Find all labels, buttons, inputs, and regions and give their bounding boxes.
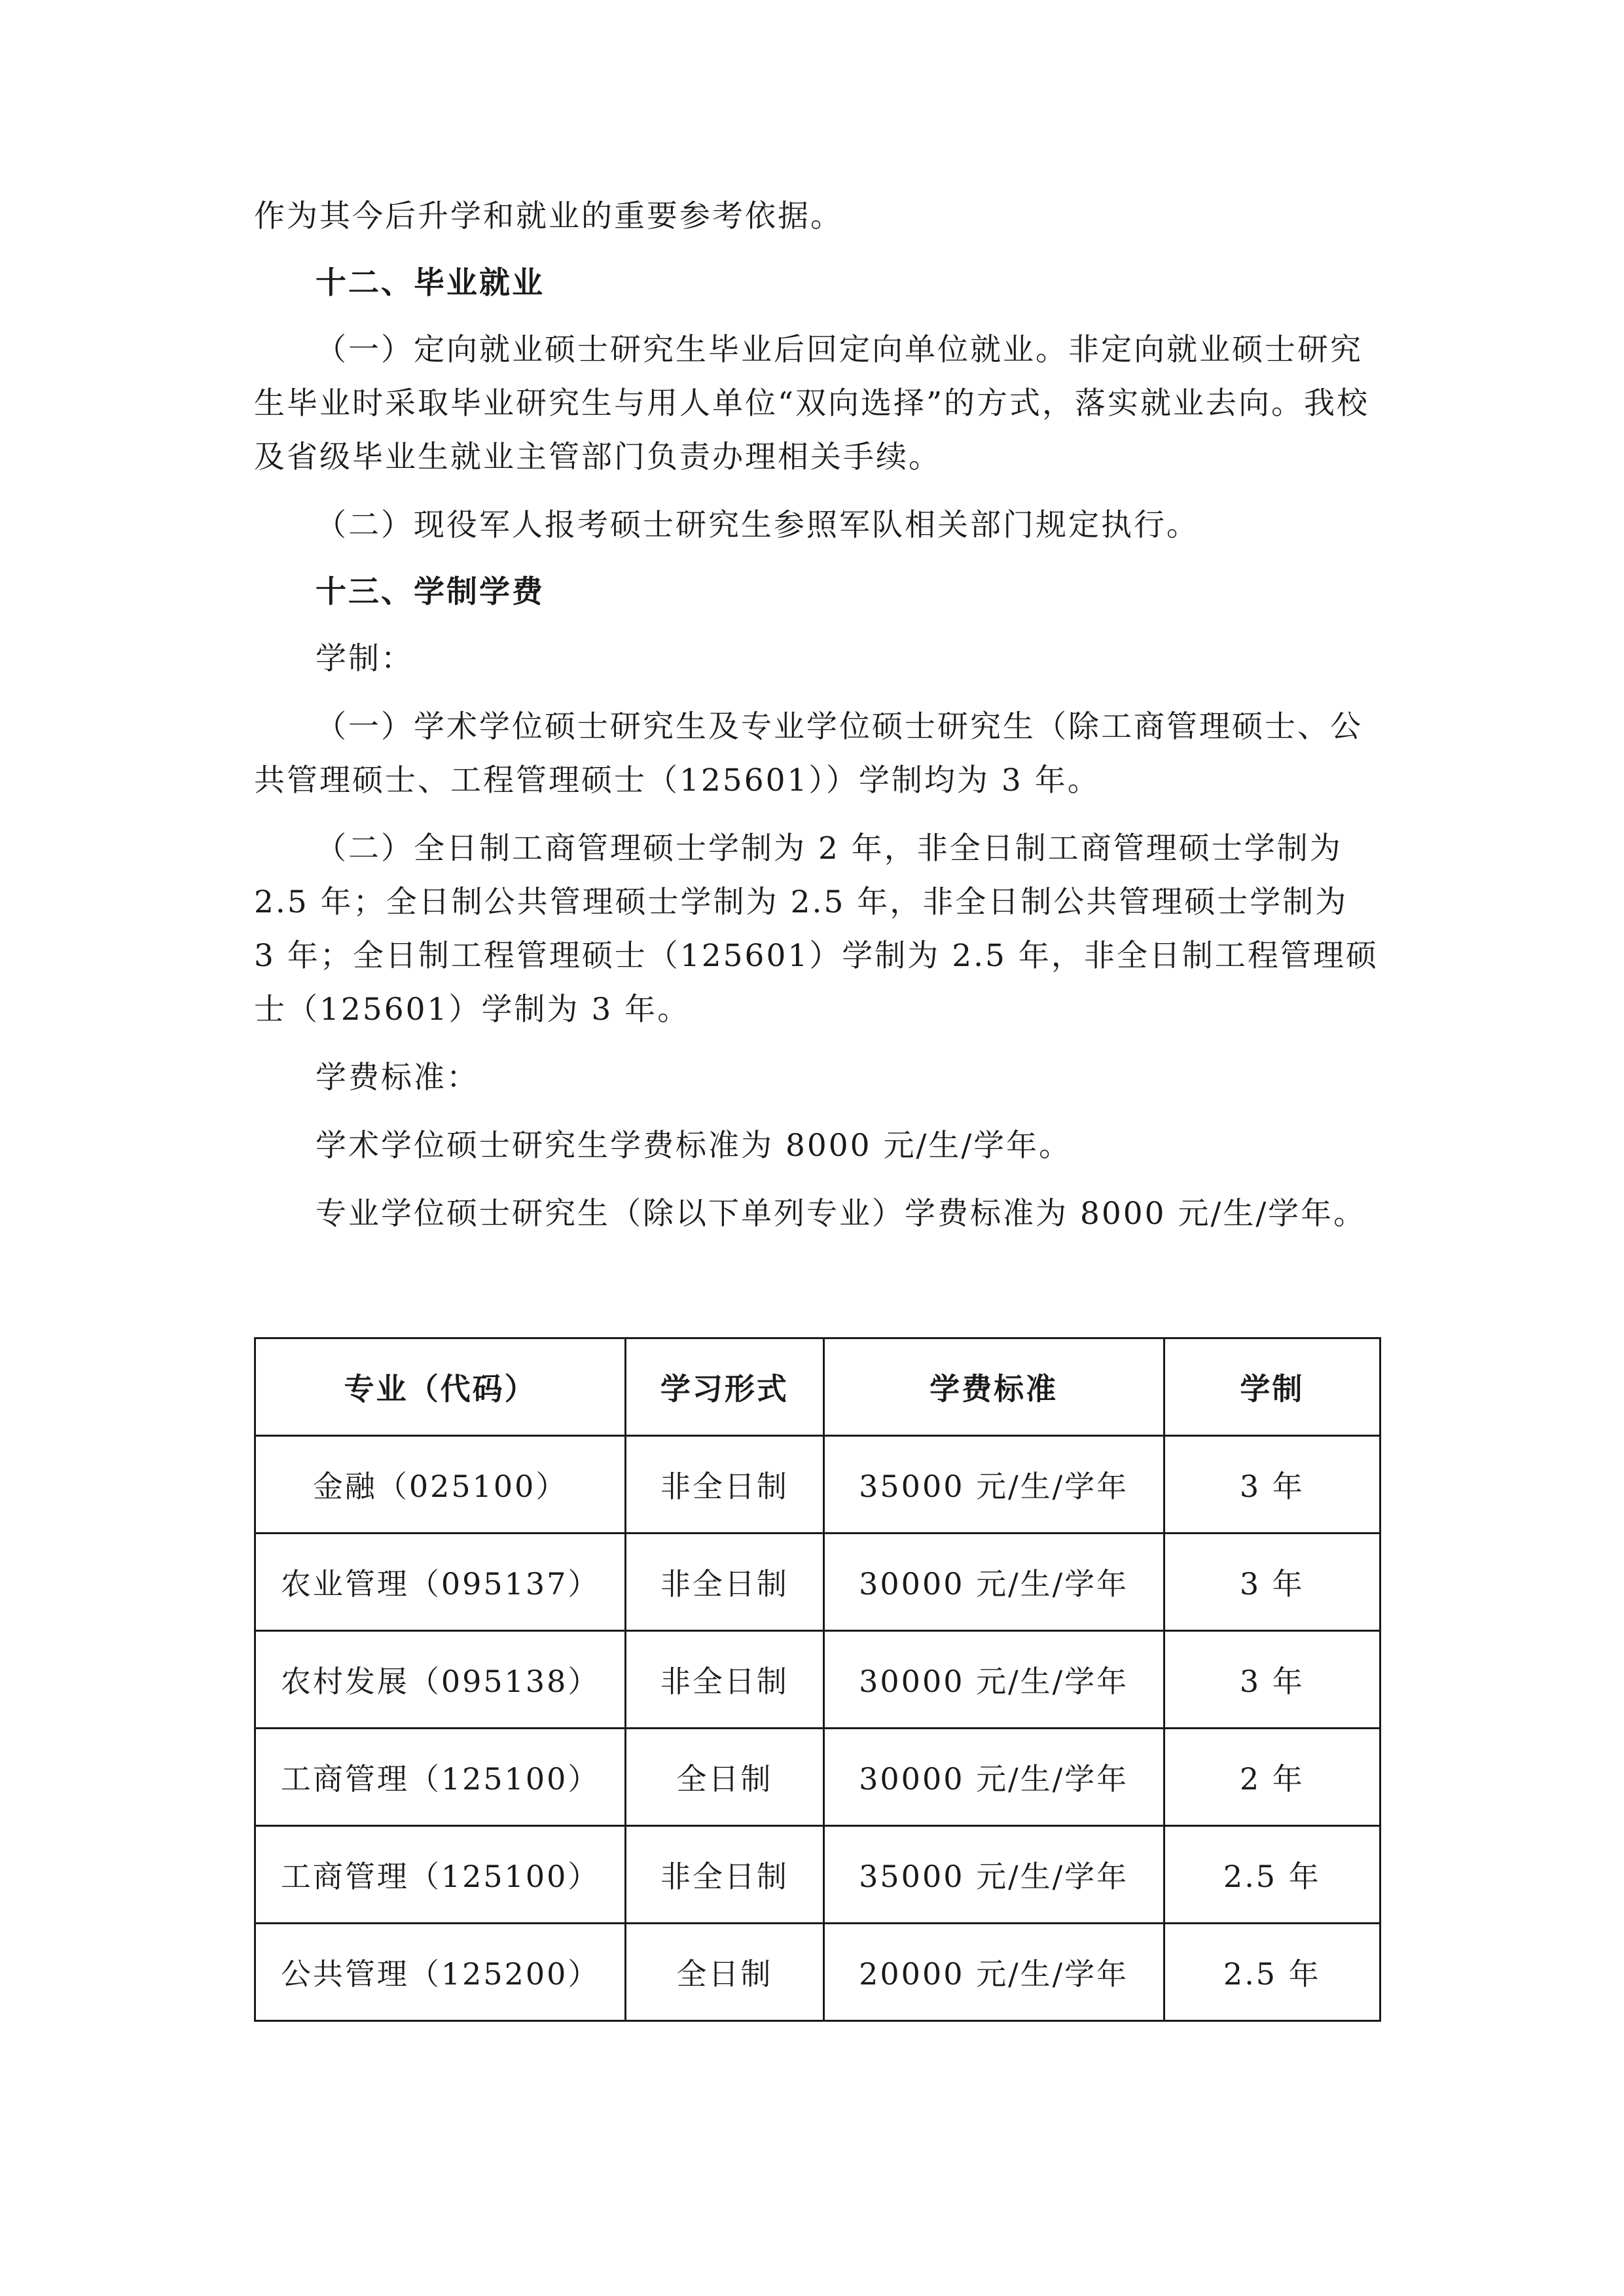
paragraph-duration-2: （二）全日制工商管理硕士学制为 2 年，非全日制工商管理硕士学制为 2.5 年；全日制公共管理硕士学制为 2.5 年，非全日制公共管理硕士学制为 3 年；全日制工程管理硕士（125601）学制为 2.5 年，非全日制工程管理硕士（125601）学制为 3 年。 bbox=[254, 831, 1379, 1028]
paragraph-employment-1: （一）定向就业硕士研究生毕业后回定向单位就业。非定向就业硕士研究生毕业时采取毕业研究生与用人单位“双向选择”的方式，落实就业去向。我校及省级毕业生就业主管部门负责办理相关手续。 bbox=[254, 332, 1370, 475]
cell-tuition: 30000 元/生/学年 bbox=[823, 1729, 1164, 1826]
cell-tuition: 35000 元/生/学年 bbox=[823, 1436, 1164, 1534]
cell-duration: 2.5 年 bbox=[1164, 1826, 1380, 1924]
table-row bbox=[255, 1436, 1380, 1534]
table-row bbox=[255, 1924, 1380, 2021]
cell-duration: 3 年 bbox=[1164, 1631, 1380, 1729]
cell-major: 工商管理（125100） bbox=[255, 1826, 626, 1924]
table-header-row bbox=[255, 1338, 1380, 1436]
section-heading-graduation-employment: 十二、毕业就业 bbox=[316, 265, 545, 301]
table-row bbox=[255, 1534, 1380, 1631]
cell-study-mode: 非全日制 bbox=[626, 1826, 823, 1924]
cell-major: 公共管理（125200） bbox=[255, 1924, 626, 2021]
paragraph-fee-professional: 专业学位硕士研究生（除以下单列专业）学费标准为 8000 元/生/学年。 bbox=[316, 1196, 1367, 1232]
header-major: 专业（代码） bbox=[255, 1338, 626, 1436]
cell-major: 金融（025100） bbox=[255, 1436, 626, 1534]
cell-study-mode: 全日制 bbox=[626, 1924, 823, 2021]
cell-study-mode: 非全日制 bbox=[626, 1534, 823, 1631]
cell-duration: 3 年 bbox=[1164, 1436, 1380, 1534]
cell-duration: 2.5 年 bbox=[1164, 1924, 1380, 2021]
paragraph-duration-1: （一）学术学位硕士研究生及专业学位硕士研究生（除工商管理硕士、公共管理硕士、工程管理硕士（125601））学制均为 3 年。 bbox=[254, 709, 1363, 798]
cell-study-mode: 非全日制 bbox=[626, 1631, 823, 1729]
table-row bbox=[255, 1826, 1380, 1924]
cell-study-mode: 全日制 bbox=[626, 1729, 823, 1826]
header-tuition: 学费标准 bbox=[823, 1338, 1164, 1436]
cell-major: 工商管理（125100） bbox=[255, 1729, 626, 1826]
tuition-table bbox=[254, 1337, 1381, 2022]
header-study-mode: 学习形式 bbox=[626, 1338, 823, 1436]
paragraph-fee-label: 学费标准： bbox=[316, 1060, 479, 1096]
paragraph-employment-2: （二）现役军人报考硕士研究生参照军队相关部门规定执行。 bbox=[316, 507, 1199, 543]
cell-tuition: 35000 元/生/学年 bbox=[823, 1826, 1164, 1924]
paragraph-fee-academic: 学术学位硕士研究生学费标准为 8000 元/生/学年。 bbox=[316, 1128, 1072, 1164]
cell-duration: 2 年 bbox=[1164, 1729, 1380, 1826]
paragraph-duration-label: 学制： bbox=[316, 641, 414, 677]
table-row bbox=[255, 1729, 1380, 1826]
paragraph-continuation: 作为其今后升学和就业的重要参考依据。 bbox=[254, 198, 843, 234]
section-heading-duration-tuition: 十三、学制学费 bbox=[316, 574, 545, 610]
document-body bbox=[254, 190, 1381, 1241]
cell-study-mode: 非全日制 bbox=[626, 1436, 823, 1534]
cell-major: 农村发展（095138） bbox=[255, 1631, 626, 1729]
cell-tuition: 30000 元/生/学年 bbox=[823, 1631, 1164, 1729]
cell-tuition: 20000 元/生/学年 bbox=[823, 1924, 1164, 2021]
table-row bbox=[255, 1631, 1380, 1729]
cell-duration: 3 年 bbox=[1164, 1534, 1380, 1631]
cell-tuition: 30000 元/生/学年 bbox=[823, 1534, 1164, 1631]
header-duration: 学制 bbox=[1164, 1338, 1380, 1436]
cell-major: 农业管理（095137） bbox=[255, 1534, 626, 1631]
